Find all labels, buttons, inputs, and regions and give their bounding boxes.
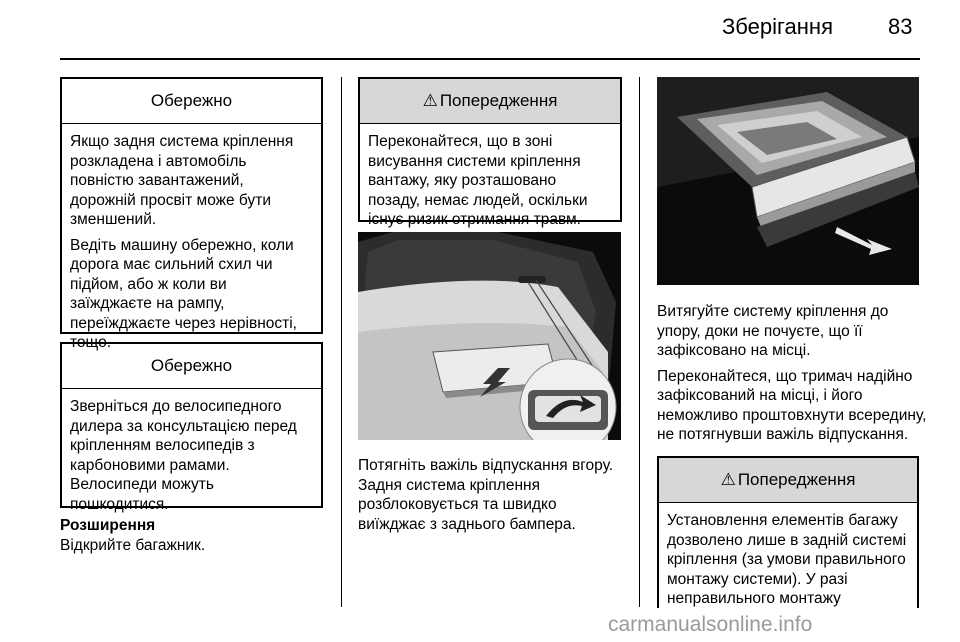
body-paragraph: Витягуйте систему кріплення до упору, доки не почуєте, що її зафіксовано на місці.: [657, 303, 889, 359]
caution-body: [62, 124, 321, 365]
body-text-block: [657, 302, 927, 451]
body-paragraph: Переконайтеся, що тримач надійно зафіксований на місці, і його неможливо проштовхнути всередину, не потягнувши важіль відпускання.: [657, 367, 927, 443]
caution-paragraph: Якщо задня система кріплення розкладена і автомобіль повністю завантажений, дорожній просвіт може бути зменшений.: [70, 133, 294, 228]
warning-icon: ⚠: [720, 470, 736, 489]
warning-heading-label: Попередження: [439, 91, 558, 110]
bumper-release-illustration: [358, 232, 621, 440]
caution-box: [60, 77, 323, 351]
warning-heading-label: Попередження: [737, 470, 856, 489]
caution-paragraph: Ведіть машину обережно, коли дорога має сильний схил чи підйом, або ж коли ви заїжджаєте на рампу, переїжджаєте через нерівності, тощо.: [70, 236, 297, 351]
section-heading: Розширення: [60, 517, 156, 534]
caution-heading: Обережно: [62, 79, 321, 124]
warning-heading: [360, 79, 620, 124]
body-text: Потягніть важіль відпускання вгору. Задня система кріплення розблоковується та швидко виїжджає з заднього бампера.: [358, 457, 614, 533]
carrier-extended-illustration: [657, 77, 919, 285]
warning-icon: ⚠: [422, 91, 438, 110]
column-separator: [341, 77, 342, 607]
caution-body: [62, 389, 321, 526]
page-title: Зберігання: [722, 14, 833, 39]
warning-box: [657, 456, 919, 608]
header-rule: [60, 58, 920, 60]
caution-heading: Обережно: [62, 344, 321, 389]
caution-box: [60, 342, 323, 513]
warning-paragraph: Переконайтеся, що в зоні висування системи кріплення вантажу, яку розташовано позаду, немає людей, оскільки існує ризик отримання травм.: [368, 133, 588, 228]
section-text: Відкрийте багажник.: [60, 537, 206, 554]
warning-box: [358, 77, 622, 228]
watermark: carmanualsonline.info: [608, 613, 813, 636]
warning-body: [659, 503, 917, 621]
warning-body: [360, 124, 620, 242]
column-separator: [639, 77, 640, 607]
warning-paragraph: Установлення елементів багажу дозволено лише в задній системі кріплення (за умови правильного монтажу системи). У разі неправильного монтажу: [667, 512, 907, 607]
page-number: 83: [888, 14, 913, 39]
caution-paragraph: Зверніться до велосипедного дилера за консультацією перед кріпленням велосипедів з карбоновими рамами. Велосипеди можуть пошкодитися.: [70, 398, 297, 513]
warning-heading: [659, 458, 917, 503]
